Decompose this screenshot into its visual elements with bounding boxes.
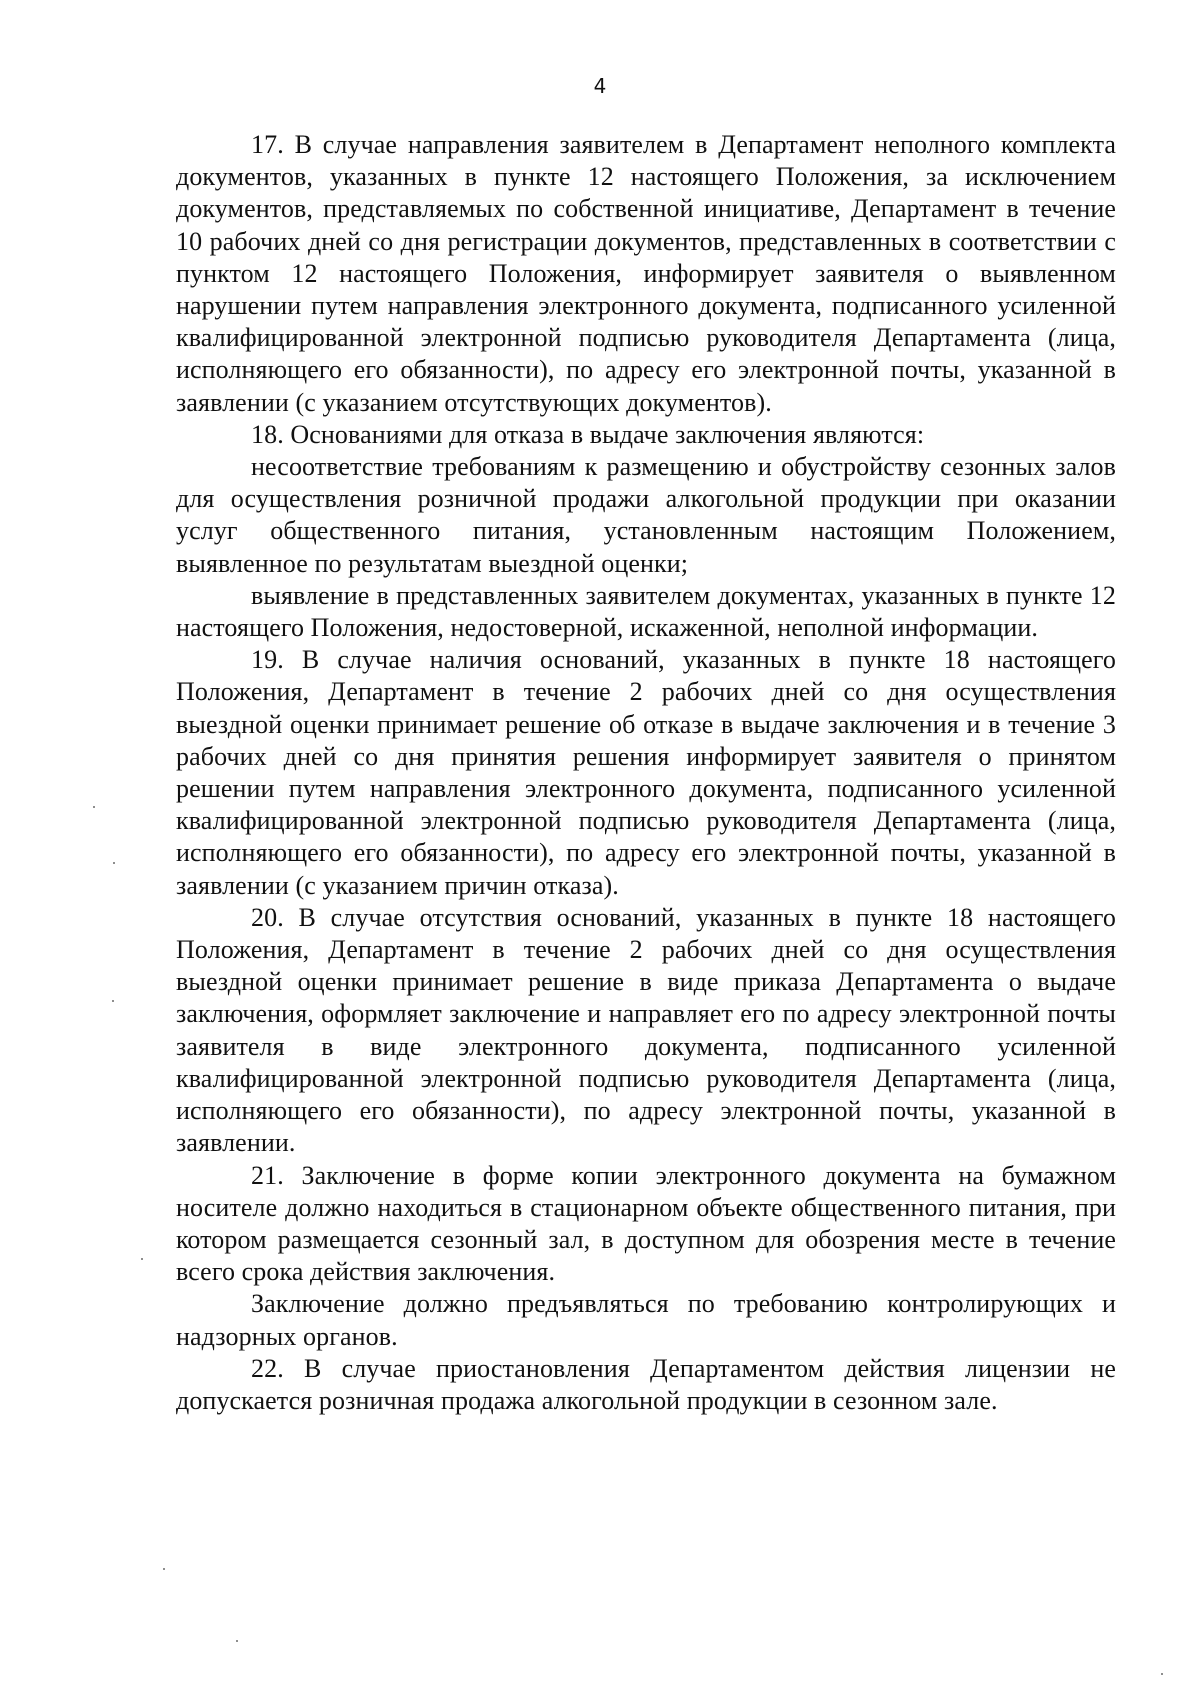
paragraph-18: 18. Основаниями для отказа в выдаче заключения являются: (251, 419, 925, 449)
paragraph-18-reason-2: выявление в представленных заявителем документах, указанных в пункте 12 настоящего Положения, недостоверной, искаженной, неполной информации. (176, 580, 1116, 643)
paragraph-19: 19. В случае наличия оснований, указанных в пункте 18 настоящего Положения, Департамент в течение 2 рабочих дней со дня осуществления выездной оценки принимает решение об отказе в выдаче заключения и в течение 3 рабочих дней со дня принятия решения информирует заявителя о принятом решении путем направления электронного документа, подписанного усиленной квалифицированной электронной подписью руководителя Департамента (лица, исполняющего его обязанности), по адресу его электронной почты, указанной в заявлении (с указанием причин отказа). (176, 645, 1116, 900)
scan-speck (93, 806, 95, 808)
page-number: 4 (593, 74, 607, 98)
scan-speck (113, 862, 115, 864)
scan-speck (141, 1258, 143, 1260)
scan-speck (112, 1000, 114, 1002)
paragraph-20: 20. В случае отсутствия оснований, указанных в пункте 18 настоящего Положения, Департамент в течение 2 рабочих дней со дня осуществления выездной оценки принимает решение в виде приказа Департамента о выдаче заключения, оформляет заключение и направляет его по адресу электронной почты заявителя в виде электронного документа, подписанного усиленной квалифицированной электронной подписью руководителя Департамента (лица, исполняющего его обязанности), по адресу электронной почты, указанной в заявлении. (176, 902, 1116, 1158)
scan-speck (163, 1568, 165, 1570)
paragraph-17: 17. В случае направления заявителем в Департамент неполного комплекта документов, указанных в пункте 12 настоящего Положения, за исключением документов, представляемых по собственной инициативе, Департамент в течение 10 рабочих дней со дня регистрации документов, представленных в соответствии с пунктом 12 настоящего Положения, информирует заявителя о выявленном нарушении путем направления электронного документа, подписанного усиленной квалифицированной электронной подписью руководителя Департамента (лица, исполняющего его обязанности), по адресу его электронной почты, указанной в заявлении (с указанием отсутствующих документов). (176, 130, 1116, 417)
paragraph-21: 21. Заключение в форме копии электронного документа на бумажном носителе должно находиться в стационарном объекте общественного питания, при котором размещается сезонный зал, в доступном для обозрения месте в течение всего срока действия заключения. (176, 1160, 1116, 1287)
scan-speck (236, 1640, 238, 1642)
document-body (176, 129, 1116, 1417)
paragraph-18-reason-1: несоответствие требованиям к размещению и обустройству сезонных залов для осуществления розничной продажи алкогольной продукции при оказании услуг общественного питания, установленным настоящим Положением, выявленное по результатам выездной оценки; (176, 452, 1116, 578)
scan-speck (1161, 1673, 1163, 1675)
paragraph-21-continuation: Заключение должно предъявляться по требованию контролирующих и надзорных органов. (176, 1289, 1116, 1351)
paragraph-22: 22. В случае приостановления Департаментом действия лицензии не допускается розничная продажа алкогольной продукции в сезонном зале. (176, 1353, 1116, 1415)
